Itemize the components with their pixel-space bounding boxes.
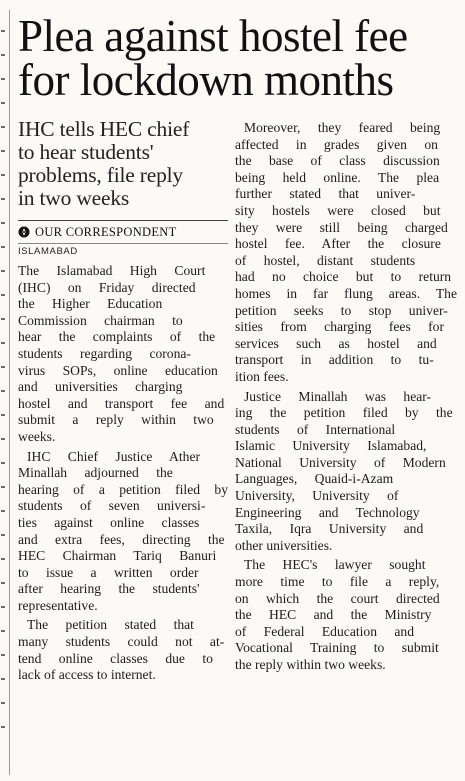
article-line: virus SOPs, online education — [18, 362, 218, 378]
article-line: Engineering and Technology — [235, 504, 420, 520]
article-line: Languages, Quaid-i-Azam — [235, 471, 394, 487]
left-column-body — [18, 263, 228, 684]
article-line: students of International — [235, 421, 396, 437]
article-paragraph — [18, 449, 228, 615]
article-line: hearing of a petition filed by — [18, 481, 228, 497]
article-line: hostel and transport fee and — [18, 395, 225, 411]
right-column — [235, 120, 457, 674]
article-line: and extra fees, directing the — [18, 531, 225, 547]
byline-top-rule — [18, 220, 228, 221]
left-column — [18, 118, 228, 684]
article-line: more time to file a reply, — [235, 574, 440, 590]
article-line: after hearing the students' — [18, 581, 200, 597]
article-paragraph — [235, 557, 457, 673]
article-line: IHC Chief Justice Ather — [27, 448, 201, 464]
article-line: Islamic University Islamabad, — [235, 438, 427, 454]
article-line: HEC Chairman Tariq Banuri — [18, 548, 217, 564]
article-line: submit a reply within two — [18, 412, 214, 428]
deck-line: IHC tells HEC chief — [18, 117, 190, 141]
article-line: The HEC's lawyer sought — [244, 557, 426, 573]
deck-line: to hear students' — [18, 140, 154, 164]
headline — [18, 11, 458, 105]
article-line: transport in addition to tu- — [235, 352, 434, 368]
article-line: to issue a written order — [18, 564, 199, 580]
article-line: the reply within two weeks. — [235, 657, 386, 672]
article-line: sity hostels were closed but — [235, 202, 441, 218]
headline-line-1: Plea against hostel fee — [18, 11, 408, 61]
article-line: ing the petition filed by the — [235, 405, 453, 421]
article-paragraph — [235, 389, 457, 555]
article-line: the Higher Education — [18, 296, 163, 312]
article-line: hostel fee. After the closure — [235, 236, 441, 252]
article-line: ties against online classes — [18, 514, 200, 530]
article-line: University, University of — [235, 488, 399, 504]
article-line: petition seeks to stop univer- — [235, 302, 448, 318]
article-line: Commission chairman to — [18, 312, 183, 328]
article-line: and universities charging — [18, 379, 183, 395]
article-line: of hostel, distant students — [235, 252, 416, 268]
article-line: Taxila, Iqra University and — [235, 521, 424, 537]
article-line: students of seven universi- — [18, 498, 206, 514]
article-line: students regarding corona- — [18, 345, 191, 361]
article-line: other universities. — [235, 537, 333, 553]
deck-subheadline — [18, 118, 228, 210]
article-paragraph — [18, 617, 228, 683]
article-line: homes in far flung areas. The — [235, 285, 457, 301]
dateline: ISLAMABAD — [18, 246, 78, 257]
article-line: hear the complaints of the — [18, 329, 216, 345]
article-line: ition fees. — [235, 368, 289, 384]
article-line: sities from charging fees for — [235, 319, 445, 335]
article-line: affected in grades given on — [235, 136, 438, 152]
article-line: The Islamabad High Court — [18, 263, 206, 278]
deck-line: problems, file reply — [18, 163, 183, 187]
article-line: had no choice but to return — [235, 269, 452, 285]
byline — [18, 225, 228, 239]
adjacent-column-text-fragments — [1, 30, 7, 770]
article-line: tend online classes due to — [18, 650, 213, 666]
byline-bottom-rule — [18, 243, 228, 244]
headline-line-2: for lockdown months — [18, 55, 394, 105]
article-line: weeks. — [18, 428, 56, 444]
article-line: on which the court directed — [235, 590, 440, 606]
article-line: representative. — [18, 597, 98, 613]
article-line: being held online. The plea — [235, 169, 440, 185]
article-line: of Federal Education and — [235, 623, 415, 639]
article-line: lack of access to internet. — [18, 667, 156, 683]
article-paragraph — [18, 263, 228, 446]
article-line: they were still being charged — [235, 219, 448, 235]
article-paragraph — [235, 120, 457, 386]
article-line: the HEC and the Ministry — [235, 607, 432, 623]
article-line: The petition stated that — [27, 617, 194, 633]
compass-icon — [18, 226, 30, 238]
deck-line: in two weeks — [18, 186, 130, 210]
article-line: Moreover, they feared being — [244, 120, 441, 135]
article-line: the base of class discussion — [235, 153, 440, 169]
byline-author: OUR CORRESPONDENT — [35, 224, 177, 239]
article-line: many students could not at- — [18, 634, 225, 650]
article-line: National University of Modern — [235, 454, 446, 470]
article-line: Justice Minallah was hear- — [244, 388, 432, 404]
article-line: Minallah adjourned the — [18, 465, 173, 481]
adjacent-column-rule — [9, 10, 10, 775]
right-column-body — [235, 120, 457, 674]
article-line: further stated that univer- — [235, 186, 416, 202]
article-line: services such as hostel and — [235, 335, 437, 351]
article-line: Vocational Training to submit — [235, 640, 439, 656]
article-line: (IHC) on Friday directed — [18, 279, 196, 295]
